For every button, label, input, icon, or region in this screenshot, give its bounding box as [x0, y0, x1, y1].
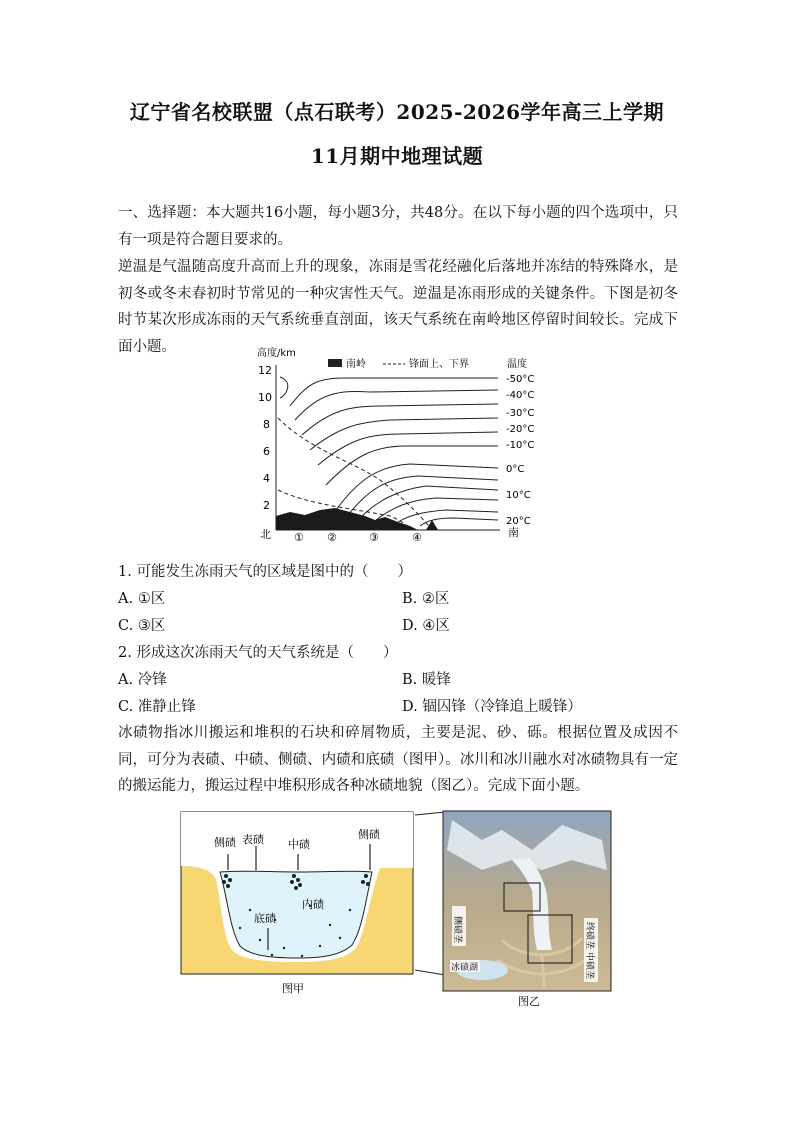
temp-label: -20°C	[506, 424, 535, 435]
label-lateral: 侧碛	[358, 828, 380, 841]
y-tick: 4	[263, 472, 270, 485]
isotherm	[398, 510, 498, 522]
temp-label: -50°C	[506, 374, 535, 385]
temp-label: 20°C	[506, 516, 531, 527]
isotherm	[360, 486, 498, 518]
y-ticks	[258, 364, 272, 512]
label-lake: 冰碛湖	[451, 963, 479, 973]
isotherm	[318, 432, 498, 465]
q1-option-a[interactable]: A. ①区	[118, 591, 166, 607]
temp-label: -40°C	[506, 390, 535, 401]
zone-label: ④	[412, 531, 422, 544]
q2-option-d[interactable]: D. 锢囚锋（冷锋追上暖锋）	[402, 699, 582, 715]
isotherm	[376, 498, 498, 520]
caption-jia: 图甲	[282, 982, 304, 995]
temp-header: 温度	[507, 359, 527, 370]
y-tick: 6	[263, 445, 270, 458]
title-line-1: 辽宁省名校联盟（点石联考）2025-2026学年高三上学期	[129, 100, 665, 124]
label-surface: 表碛	[242, 833, 264, 846]
label-lateral: 侧碛	[214, 836, 236, 849]
south-label: 南	[508, 526, 519, 539]
isotherm	[336, 464, 498, 510]
glacier-ice	[220, 871, 372, 958]
isotherms	[280, 377, 498, 526]
zone-label: ①	[294, 531, 304, 544]
figure-moraine-section	[180, 810, 415, 1000]
figure-glacier-aerial	[442, 810, 614, 1010]
zone-label: ③	[369, 531, 379, 544]
temp-label: 10°C	[506, 490, 531, 501]
q1-option-c[interactable]: C. ③区	[118, 618, 166, 634]
y-tick: 2	[263, 499, 270, 512]
q2-stem: 2. 形成这次冻雨天气的天气系统是（ ）	[118, 645, 398, 661]
y-tick: 12	[258, 364, 272, 377]
zone-labels	[294, 531, 422, 544]
label-terminal: 终碛垄	[584, 922, 594, 950]
legend-terrain: 南岭	[346, 359, 366, 370]
q2-option-a[interactable]: A. 冷锋	[118, 672, 167, 688]
section-intro: 一、选择题：本大题共16小题，每小题3分，共48分。在以下每小题的四个选项中，只有一项是符合题目要求的。	[118, 205, 678, 248]
q2-option-c[interactable]: C. 准静止锋	[118, 699, 196, 715]
y-axis-label: 高度/km	[257, 348, 296, 359]
label-side-ridge: 侧碛垄	[452, 916, 462, 944]
q1-option-d[interactable]: D. ④区	[402, 618, 450, 634]
passage-1: 逆温是气温随高度升高而上升的现象，冻雨是雪花经融化后落地并冻结的特殊降水，是初冬或冬末春初时节常见的一种灾害性天气。逆温是冻雨形成的关键条件。下图是初冬时节某次形成冻雨的天气系统垂直剖面，该天气系统在南岭地区停留时间较长。完成下面小题。	[118, 259, 678, 355]
passage-2: 冰碛物指冰川搬运和堆积的石块和碎屑物质，主要是泥、砂、砾。根据位置及成因不同，可分为表碛、中碛、侧碛、内碛和底碛（图甲）。冰川和冰川融水对冰碛物具有一定的搬运能力，搬运过程中堆积形成各种冰碛地貌（图乙）。完成下面小题。	[118, 725, 678, 794]
q1-option-b[interactable]: B. ②区	[402, 591, 450, 607]
label-ground: 底碛	[254, 912, 276, 925]
q2-option-b[interactable]: B. 暖锋	[402, 672, 451, 688]
label-medial: 中碛	[288, 838, 310, 851]
legend-terrain-swatch	[328, 359, 342, 367]
isotherm	[280, 377, 288, 398]
temp-label: 0°C	[506, 464, 525, 475]
legend-front: 锋面上、下界	[409, 359, 469, 370]
y-tick: 8	[263, 418, 270, 431]
y-tick: 10	[258, 391, 272, 404]
zone-label: ②	[327, 531, 337, 544]
title-line-2: 11月期中地理试题	[310, 144, 484, 168]
label-internal: 内碛	[302, 898, 324, 911]
north-label: 北	[260, 528, 271, 541]
temp-label: -10°C	[506, 440, 535, 451]
caption-yi: 图乙	[518, 995, 540, 1008]
label-medial-ridge: 中碛垄	[584, 952, 594, 980]
q1-stem: 1. 可能发生冻雨天气的区域是图中的（ ）	[118, 564, 412, 580]
temp-label: -30°C	[506, 408, 535, 419]
figure-weather-section	[250, 340, 540, 545]
temp-labels	[506, 374, 534, 527]
front-upper-boundary	[278, 418, 432, 530]
